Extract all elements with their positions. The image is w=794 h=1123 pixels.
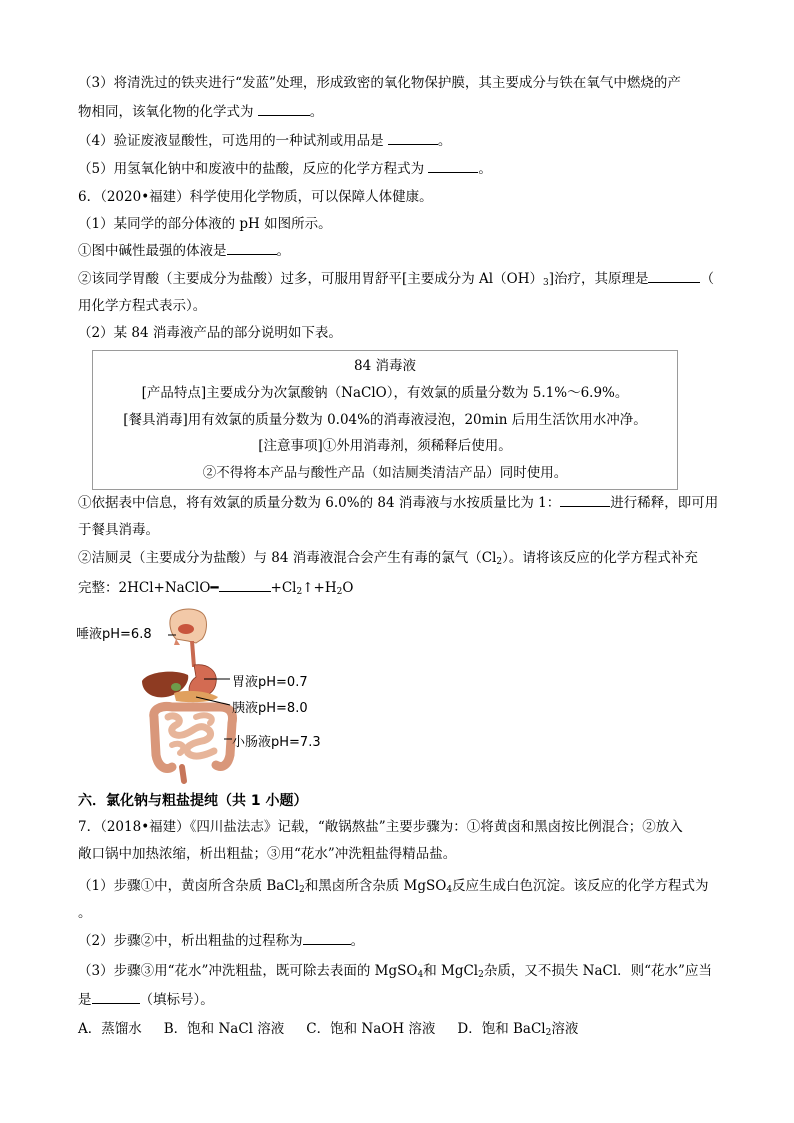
table-row-notes: [注意事项]①外用消毒剂，须稀释后使用。 bbox=[258, 438, 512, 454]
product-info-table bbox=[92, 350, 678, 490]
q5-part3-line2: 物相同，该氧化物的化学式为 。 bbox=[78, 104, 324, 120]
section-heading: 六．氯化钠与粗盐提纯（共 1 小题） bbox=[78, 793, 308, 809]
q7-line1: 7．（2018•福建）《四川盐法志》记载，“敞锅熬盐”主要步骤为：①将黄卤和黑卤按比例混合；②放入 bbox=[78, 819, 683, 835]
digestive-system-figure bbox=[76, 605, 336, 785]
q6-part2b-line1: ②洁厕灵（主要成分为盐酸）与 84 消毒液混合会产生有毒的氯气$(Cl_2)$。请将该反应的化学方程式补充 bbox=[78, 550, 698, 567]
q6-part1: （1）某同学的部分体液的 pH 如图所示。 bbox=[78, 216, 332, 232]
saliva-ph-label: 唾液pH=6.8 bbox=[76, 627, 152, 642]
q6-part2a-line1: ①依据表中信息，将有效氯的质量分数为 6.0%的 84 消毒液与水按质量比为 1： 进行稀释，即可用 bbox=[78, 495, 719, 511]
table-row-warning: ②不得将本产品与酸性产品（如洁厕类清洁产品）同时使用。 bbox=[202, 465, 568, 481]
intestinal-ph-label: 小肠液pH=7.3 bbox=[232, 735, 321, 750]
q7-part3-line1: （3）步骤③用“花水”冲洗粗盐，既可除去表面的 MgSO$_4$和 MgCl$_2$杂质，又不损失 NaCl．则“花水”应当 bbox=[78, 963, 712, 980]
answer-blank[interactable] bbox=[258, 103, 310, 116]
q6-title: 6．（2020•福建）科学使用化学物质，可以保障人体健康。 bbox=[78, 189, 433, 205]
q7-part2: （2）步骤②中，析出粗盐的过程称为 。 bbox=[78, 933, 365, 949]
answer-blank[interactable] bbox=[388, 132, 438, 145]
option-a[interactable]: A．蒸馏水 bbox=[78, 1021, 142, 1037]
q7-line2: 敞口锅中加热浓缩，析出粗盐；③用“花水”冲洗粗盐得精品盐。 bbox=[78, 846, 457, 862]
answer-blank[interactable] bbox=[219, 579, 271, 592]
q6-part2a-line2: 于餐具消毒。 bbox=[78, 522, 159, 538]
answer-blank[interactable] bbox=[648, 270, 700, 283]
option-d[interactable]: D．饱和 BaCl$_2$溶液 bbox=[457, 1021, 579, 1038]
option-b[interactable]: B．饱和 NaCl 溶液 bbox=[163, 1021, 285, 1037]
q5-part5: （5）用氢氧化钠中和废液中的盐酸，反应的化学方程式为 。 bbox=[78, 161, 492, 177]
q6-part1a: ①图中碱性最强的体液是 。 bbox=[78, 243, 290, 259]
answer-blank[interactable] bbox=[303, 932, 351, 945]
answer-blank[interactable] bbox=[92, 991, 140, 1004]
q6-part1b-line2: 用化学方程式表示）。 bbox=[78, 298, 207, 314]
q7-part3-line2: 是 （填标号）。 bbox=[78, 992, 214, 1008]
q5-part4: （4）验证废液显酸性，可选用的一种试剂或用品是 。 bbox=[78, 133, 452, 149]
gastric-ph-label: 胃液pH=0.7 bbox=[232, 675, 308, 690]
table-title: 84 消毒液 bbox=[354, 358, 416, 374]
answer-blank[interactable] bbox=[428, 160, 478, 173]
q6-part2b-line2: 完整：2HCl+NaClO━ $+Cl_2↑+H_2O$ bbox=[78, 580, 354, 597]
q6-part2: （2）某 84 消毒液产品的部分说明如下表。 bbox=[78, 325, 342, 341]
q7-part1-line2: 。 bbox=[78, 905, 92, 921]
q5-part3-line1: （3）将清洗过的铁夹进行“发蓝”处理，形成致密的氧化物保护膜，其主要成分与铁在氧气中燃烧的产 bbox=[78, 75, 681, 91]
table-row-tableware: [餐具消毒]用有效氯的质量分数为 0.04%的消毒液浸泡，20min 后用生活饮用水冲净。 bbox=[123, 412, 647, 428]
option-c[interactable]: C．饱和 NaOH 溶液 bbox=[306, 1021, 436, 1037]
pancreatic-ph-label: 胰液pH=8.0 bbox=[232, 701, 308, 716]
answer-blank[interactable] bbox=[560, 494, 610, 507]
table-row-features: [产品特点]主要成分为次氯酸钠（NaClO），有效氯的质量分数为 5.1%～6.9%。 bbox=[141, 385, 629, 401]
answer-blank[interactable] bbox=[227, 242, 277, 255]
q6-part1b-line1: ②该同学胃酸（主要成分为盐酸）过多，可服用胃舒平[主要成分为 $Al(OH)_3$]治疗，其原理是 （ bbox=[78, 271, 714, 288]
q7-options bbox=[78, 1020, 578, 1038]
q7-part1-line1: （1）步骤①中，黄卤所含杂质 BaCl$_2$和黑卤所含杂质 MgSO$_4$反应生成白色沉淀。该反应的化学方程式为 bbox=[78, 878, 709, 895]
